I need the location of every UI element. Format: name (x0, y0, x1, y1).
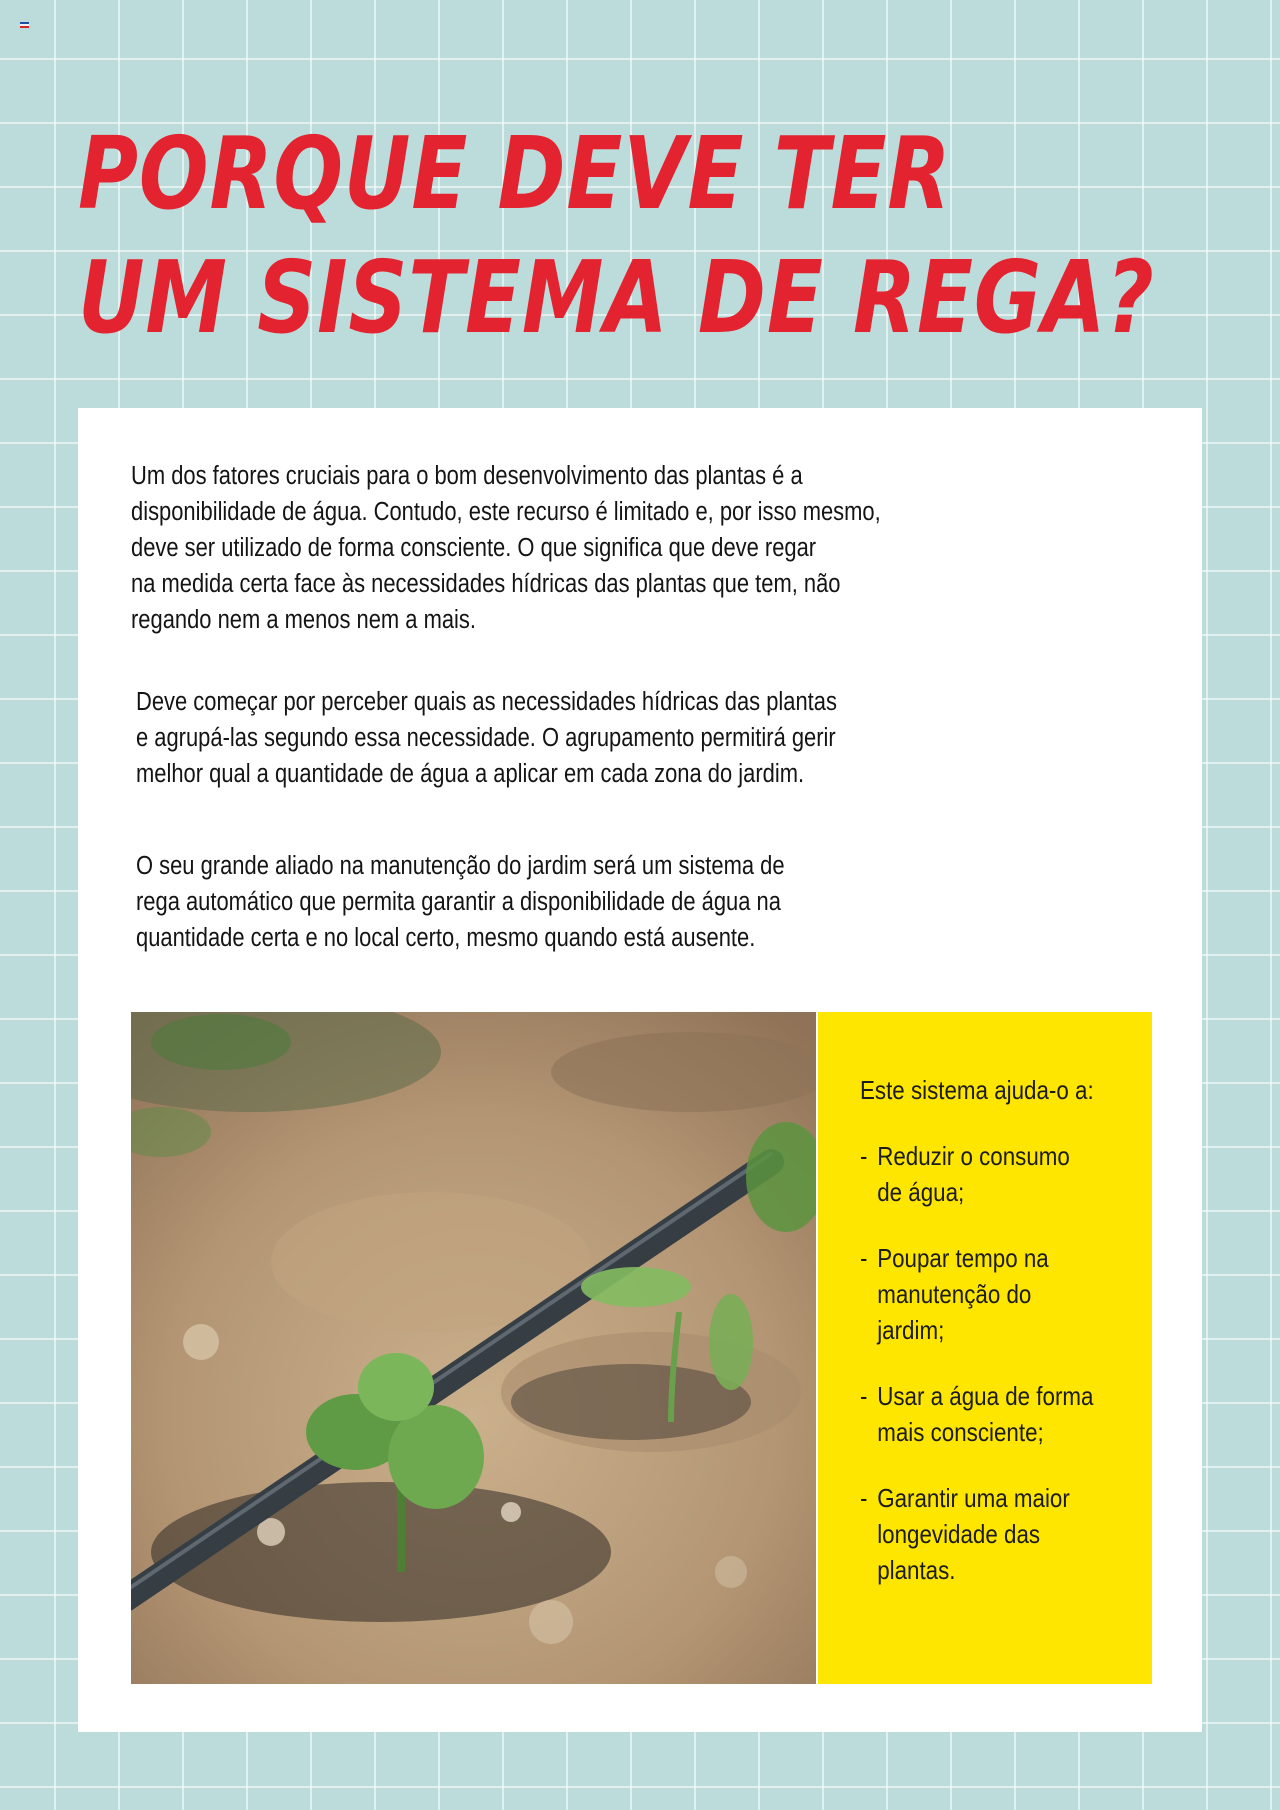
benefit-line: manutenção do (877, 1279, 1032, 1309)
benefit-line: longevidade das (877, 1519, 1041, 1549)
benefit-item (860, 1480, 1094, 1588)
benefit-line: Garantir uma maior (877, 1483, 1070, 1513)
intro-paragraph (131, 458, 881, 638)
benefit-line: Usar a água de forma (877, 1381, 1094, 1411)
paragraph-line: na medida certa face às necessidades hídricas das plantas que tem, não (131, 570, 841, 598)
paragraph-line: quantidade certa e no local certo, mesmo quando está ausente. (136, 924, 756, 952)
paragraph-line: rega automático que permita garantir a disponibilidade de água na (136, 888, 781, 916)
paragraph-line: regando nem a menos nem a mais. (131, 606, 476, 634)
bullet-dash: - (860, 1381, 868, 1411)
paragraph-line: Um dos fatores cruciais para o bom desenvolvimento das plantas é a (131, 462, 803, 490)
language-flag-icon[interactable] (20, 22, 29, 28)
bullet-dash: - (860, 1141, 868, 1171)
title-line-1: PORQUE DEVE TER (78, 115, 952, 232)
benefits-intro: Este sistema ajuda-o a: (860, 1075, 1094, 1105)
benefit-line: Reduzir o consumo (877, 1141, 1070, 1171)
benefit-item (860, 1378, 1094, 1450)
photo-illustration (131, 1012, 816, 1684)
bullet-dash: - (860, 1483, 868, 1513)
benefit-line: plantas. (877, 1555, 956, 1585)
content-card (78, 408, 1202, 1732)
bullet-dash: - (860, 1243, 868, 1273)
paragraph-line: deve ser utilizado de forma consciente. O que significa que deve regar (131, 534, 817, 562)
paragraph-line: melhor qual a quantidade de água a aplicar em cada zona do jardim. (136, 760, 805, 788)
benefit-line: jardim; (877, 1315, 945, 1345)
benefit-line: Poupar tempo na (877, 1243, 1049, 1273)
benefit-line: de água; (877, 1177, 965, 1207)
automatic-system-paragraph (136, 848, 785, 956)
paragraph-line: Deve começar por perceber quais as necessidades hídricas das plantas (136, 688, 837, 716)
benefit-item (860, 1240, 1094, 1348)
paragraph-line: disponibilidade de água. Contudo, este recurso é limitado e, por isso mesmo, (131, 498, 881, 526)
benefits-content (860, 1072, 1094, 1618)
paragraph-line: O seu grande aliado na manutenção do jardim será um sistema de (136, 852, 785, 880)
benefits-box (818, 1012, 1152, 1684)
page-title (78, 112, 1155, 360)
grouping-paragraph (136, 684, 837, 792)
benefit-item (860, 1138, 1094, 1210)
paragraph-line: e agrupá-las segundo essa necessidade. O agrupamento permitirá gerir (136, 724, 836, 752)
drip-irrigation-photo (131, 1012, 816, 1684)
title-line-2: UM SISTEMA DE REGA? (78, 239, 1155, 356)
benefit-line: mais consciente; (877, 1417, 1044, 1447)
